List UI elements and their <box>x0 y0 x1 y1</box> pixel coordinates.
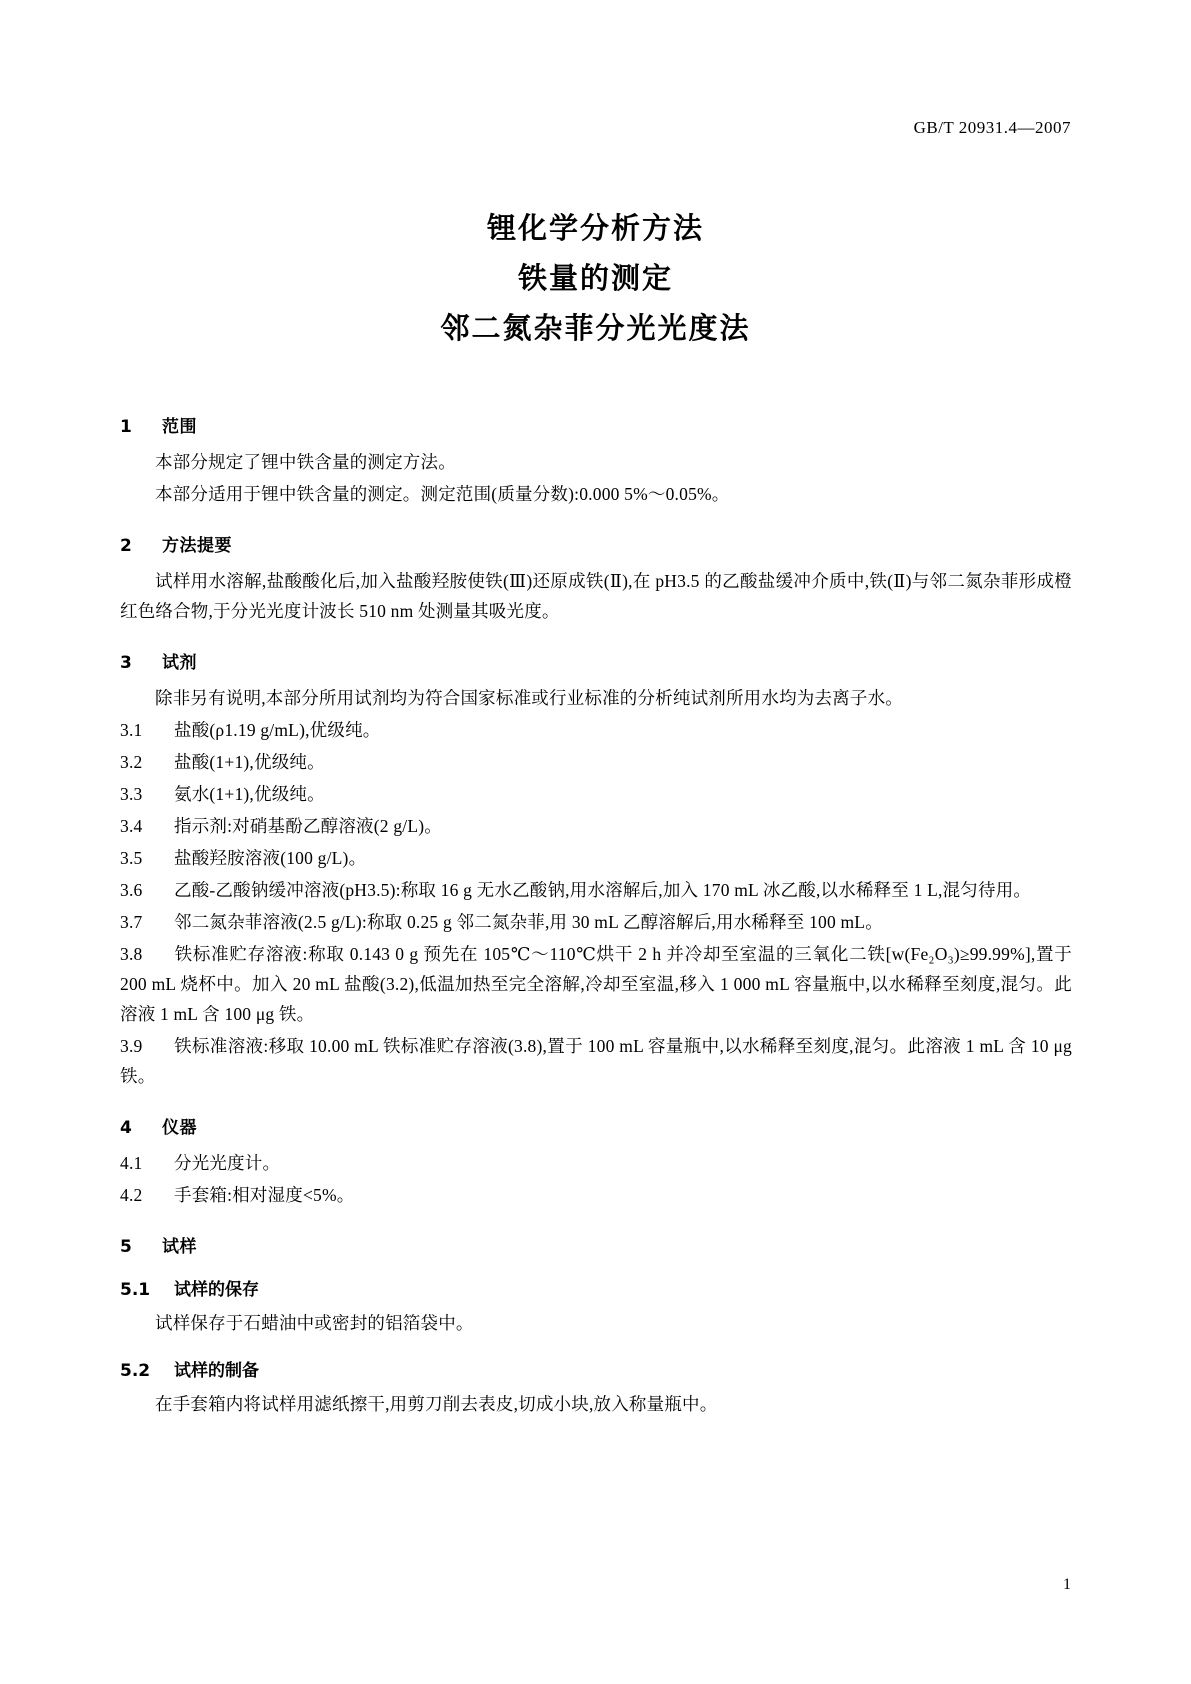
list-item <box>120 875 1072 905</box>
item-text: 盐酸羟胺溶液(100 g/L)。 <box>174 848 367 868</box>
list-item <box>120 715 1072 745</box>
section-heading-3 <box>120 648 1072 673</box>
item-number: 3.7 <box>120 912 143 932</box>
item-text: 盐酸(1+1),优级纯。 <box>174 752 325 772</box>
section-number-4: 4 <box>120 1118 133 1138</box>
page-number: 1 <box>1063 1576 1071 1593</box>
section-number-3: 3 <box>120 653 133 673</box>
subsection-label-5-1: 试样的保存 <box>174 1280 259 1300</box>
item-text: 指示剂:对硝基酚乙醇溶液(2 g/L)。 <box>174 816 442 836</box>
item-text: 手套箱:相对湿度<5%。 <box>174 1185 355 1205</box>
list-item <box>120 747 1072 777</box>
section-label-1: 范围 <box>162 417 197 437</box>
item-number: 3.5 <box>120 848 143 868</box>
list-item <box>120 1031 1072 1091</box>
document-body <box>120 390 1072 1421</box>
section-number-2: 2 <box>120 536 133 556</box>
item-text: 盐酸(ρ1.19 g/mL),优级纯。 <box>174 720 381 740</box>
section-3-paragraph-1: 除非另有说明,本部分所用试剂均为符合国家标准或行业标准的分析纯试剂所用水均为去离子水。 <box>155 688 903 708</box>
standard-code-header: GB/T 20931.4—2007 <box>913 118 1071 137</box>
section-1-paragraph-1: 本部分规定了锂中铁含量的测定方法。 <box>155 452 456 472</box>
section-label-2: 方法提要 <box>162 536 232 556</box>
item-number: 3.6 <box>120 880 143 900</box>
subsection-number-5-2: 5.2 <box>120 1361 151 1381</box>
title-line-3: 邻二氮杂菲分光光度法 <box>440 311 751 345</box>
item-text: 氨水(1+1),优级纯。 <box>174 784 325 804</box>
subsection-number-5-1: 5.1 <box>120 1280 151 1300</box>
title-line-1: 锂化学分析方法 <box>486 211 704 245</box>
item-number: 3.1 <box>120 720 143 740</box>
section-label-5: 试样 <box>162 1237 197 1257</box>
item-text: 铁标准贮存溶液:称取 0.143 0 g 预先在 105℃～110℃烘干 2 h 并冷却至室温的三氧化二铁[w(Fe₂O₃)≥99.99%],置于 200 mL 烧杯中。加入 20 mL 盐酸(3.2),低温加热至完全溶解,冷却至室温,移入 1 000 mL 容量瓶中,以水稀释至刻度,混匀。此溶液 1 mL 含 100 μg 铁。 <box>120 944 1072 1024</box>
section-heading-4 <box>120 1113 1072 1138</box>
section-heading-1 <box>120 412 1072 437</box>
item-number: 4.2 <box>120 1185 143 1205</box>
section-1-paragraph-2: 本部分适用于锂中铁含量的测定。测定范围(质量分数):0.000 5%～0.05%。 <box>155 484 730 504</box>
section-label-3: 试剂 <box>162 653 197 673</box>
item-number: 3.3 <box>120 784 143 804</box>
subsection-5-2-text: 在手套箱内将试样用滤纸擦干,用剪刀削去表皮,切成小块,放入称量瓶中。 <box>155 1394 718 1414</box>
list-item <box>120 907 1072 937</box>
item-number: 4.1 <box>120 1153 143 1173</box>
list-item <box>120 843 1072 873</box>
item-number: 3.8 <box>120 944 143 964</box>
section-heading-5 <box>120 1232 1072 1257</box>
list-item <box>120 779 1072 809</box>
title-line-2: 铁量的测定 <box>517 261 673 295</box>
item-text: 乙酸-乙酸钠缓冲溶液(pH3.5):称取 16 g 无水乙酸钠,用水溶解后,加入 170 mL 冰乙酸,以水稀释至 1 L,混匀待用。 <box>174 880 1032 900</box>
item-text: 分光光度计。 <box>174 1153 281 1173</box>
list-item <box>120 1148 1072 1178</box>
subsection-label-5-2: 试样的制备 <box>174 1361 259 1381</box>
list-item <box>120 939 1072 1029</box>
item-number: 3.4 <box>120 816 143 836</box>
section-number-1: 1 <box>120 417 133 437</box>
subsection-5-1-text: 试样保存于石蜡油中或密封的铝箔袋中。 <box>155 1313 474 1333</box>
document-title-block <box>0 205 1191 355</box>
subsection-heading-5-2 <box>120 1356 1072 1381</box>
section-2-paragraph-1: 试样用水溶解,盐酸酸化后,加入盐酸羟胺使铁(Ⅲ)还原成铁(Ⅱ),在 pH3.5 的乙酸盐缓冲介质中,铁(Ⅱ)与邻二氮杂菲形成橙红色络合物,于分光光度计波长 510 nm 处测量其吸光度。 <box>120 571 1072 621</box>
item-text: 邻二氮杂菲溶液(2.5 g/L):称取 0.25 g 邻二氮杂菲,用 30 mL 乙醇溶解后,用水稀释至 100 mL。 <box>174 912 883 932</box>
item-number: 3.2 <box>120 752 143 772</box>
item-number: 3.9 <box>120 1036 143 1056</box>
section-number-5: 5 <box>120 1237 133 1257</box>
item-text: 铁标准溶液:移取 10.00 mL 铁标准贮存溶液(3.8),置于 100 mL 容量瓶中,以水稀释至刻度,混匀。此溶液 1 mL 含 10 μg 铁。 <box>120 1036 1072 1086</box>
section-heading-2 <box>120 531 1072 556</box>
list-item <box>120 1180 1072 1210</box>
section-label-4: 仪器 <box>162 1118 197 1138</box>
list-item <box>120 811 1072 841</box>
subsection-heading-5-1 <box>120 1275 1072 1300</box>
